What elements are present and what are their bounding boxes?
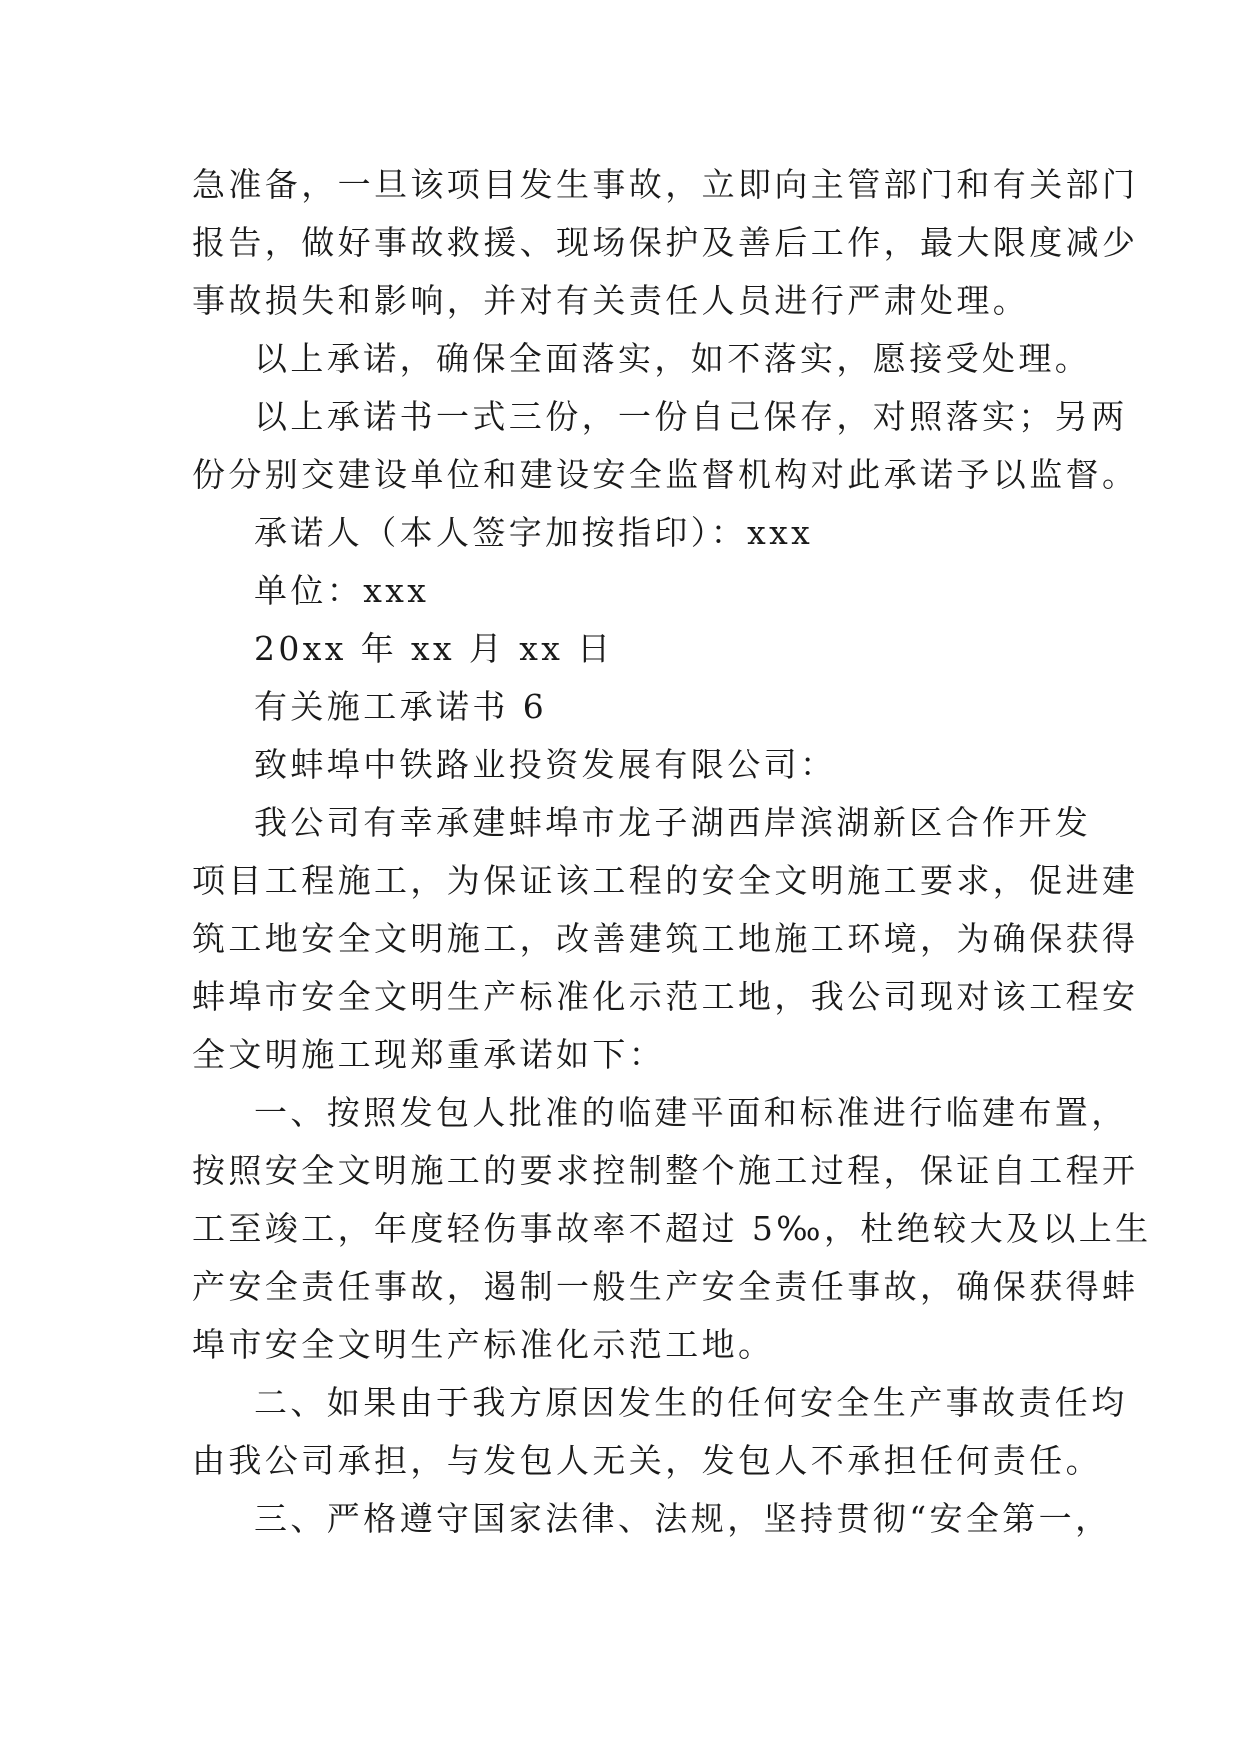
date-line: 20xx 年 xx 月 xx 日: [254, 629, 614, 668]
text-line: 蚌埠市安全文明生产标准化示范工地，我公司现对该工程安: [192, 977, 1139, 1016]
text-line: 产安全责任事故，遏制一般生产安全责任事故，确保获得蚌: [192, 1267, 1139, 1306]
unit-line: 单位：xxx: [254, 571, 430, 610]
text-line: 项目工程施工，为保证该工程的安全文明施工要求，促进建: [192, 861, 1139, 900]
text-line: 筑工地安全文明施工，改善建筑工地施工环境，为确保获得: [192, 919, 1139, 958]
text-line: 以上承诺，确保全面落实，如不落实，愿接受处理。: [254, 339, 1092, 378]
text-line: 急准备，一旦该项目发生事故，立即向主管部门和有关部门: [192, 165, 1139, 204]
text-line: 我公司有幸承建蚌埠市龙子湖西岸滨湖新区合作开发: [254, 803, 1092, 842]
text-line: 埠市安全文明生产标准化示范工地。: [192, 1325, 775, 1364]
text-line: 报告，做好事故救援、现场保护及善后工作，最大限度减少: [192, 223, 1139, 262]
text-line: 份分别交建设单位和建设安全监督机构对此承诺予以监督。: [192, 455, 1139, 494]
text-line: 三、严格遵守国家法律、法规，坚持贯彻“安全第一，: [254, 1499, 1112, 1538]
text-line: 事故损失和影响，并对有关责任人员进行严肃处理。: [192, 281, 1030, 320]
text-line: 按照安全文明施工的要求控制整个施工过程，保证自工程开: [192, 1151, 1139, 1190]
text-line: 二、如果由于我方原因发生的任何安全生产事故责任均: [254, 1383, 1128, 1422]
text-line: 全文明施工现郑重承诺如下：: [192, 1035, 666, 1074]
salutation-line: 致蚌埠中铁路业投资发展有限公司：: [254, 745, 837, 784]
text-line: 以上承诺书一式三份，一份自己保存，对照落实；另两: [254, 397, 1128, 436]
text-line: 由我公司承担，与发包人无关，发包人不承担任何责任。: [192, 1441, 1102, 1480]
text-line: 一、按照发包人批准的临建平面和标准进行临建布置，: [254, 1093, 1128, 1132]
section-title: 有关施工承诺书 6: [254, 687, 548, 726]
text-line: 工至竣工，年度轻伤事故率不超过 5‰，杜绝较大及以上生: [192, 1209, 1152, 1248]
signatory-line: 承诺人（本人签字加按指印）：xxx: [254, 513, 814, 552]
